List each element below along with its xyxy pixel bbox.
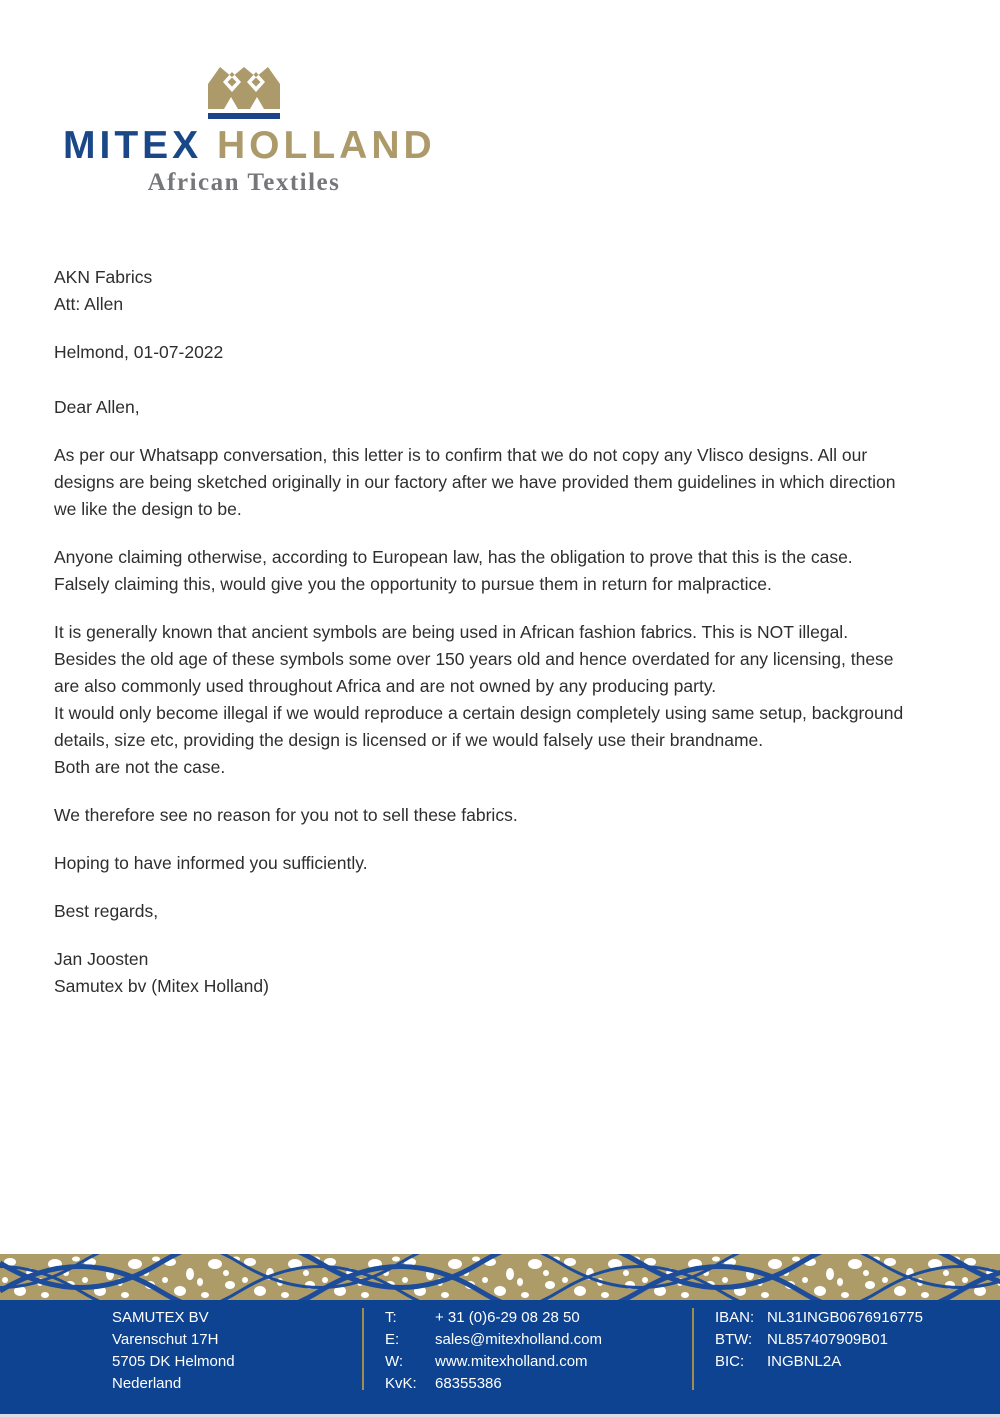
phone-value: + 31 (0)6-29 08 28 50 <box>435 1309 580 1326</box>
bic-label: BIC: <box>715 1353 745 1370</box>
recipient-attention: Att: Allen <box>54 294 124 314</box>
paragraph <box>54 442 912 523</box>
postal-city: 5705 DK Helmond <box>112 1353 235 1370</box>
wave-pattern-band <box>0 1254 1000 1300</box>
footer-divider <box>692 1308 694 1390</box>
email-label: E: <box>385 1331 400 1348</box>
street-address: Varenschut 17H <box>112 1331 219 1348</box>
btw-row <box>715 1329 923 1351</box>
iban-label: IBAN: <box>715 1309 755 1326</box>
crown-icon <box>204 64 284 120</box>
paragraph-text: It is generally known that ancient symbols are being used in African fashion fabrics. This is NOT illegal. Besides the old age of these symbols some over 150 years old and hence overdated for any licensing, these are also commonly used throughout Africa and are not owned by any producing party. <box>54 622 894 696</box>
website-label: W: <box>385 1353 404 1370</box>
footer-bank <box>715 1307 923 1373</box>
footer-contact <box>385 1307 602 1395</box>
paragraph-text: Hoping to have informed you sufficiently. <box>54 853 368 873</box>
iban-value: NL31INGB0676916775 <box>767 1309 923 1326</box>
bic-value: INGBNL2A <box>767 1353 842 1370</box>
signature-name: Jan Joosten <box>54 949 149 969</box>
company-name: SAMUTEX BV <box>112 1309 209 1326</box>
closing-text: Best regards, <box>54 901 159 921</box>
closing <box>54 898 912 925</box>
btw-label: BTW: <box>715 1331 753 1348</box>
signature-block <box>54 946 912 1000</box>
website-value: www.mitexholland.com <box>435 1353 588 1370</box>
iban-row <box>715 1307 923 1329</box>
website-row <box>385 1351 602 1373</box>
paragraph-text: As per our Whatsapp conversation, this letter is to confirm that we do not copy any Vlisco designs. All our designs are being sketched originally in our factory after we have provided them guidelines in which direction we like the design to be. <box>54 445 896 519</box>
brand-name-holland: HOLLAND <box>217 124 436 167</box>
paragraph-text: Anyone claiming otherwise, according to European law, has the obligation to prove that this is the case. Falsely claiming this, would give you the opportunity to pursue them in return for malpractice. <box>54 547 853 594</box>
footer-bar <box>0 1300 1000 1417</box>
footer-address <box>112 1307 235 1395</box>
paragraph <box>54 619 912 781</box>
brand-logo <box>63 64 436 197</box>
kvk-value: 68355386 <box>435 1375 502 1392</box>
email-row <box>385 1329 602 1351</box>
kvk-row <box>385 1373 602 1395</box>
paragraph-text: Both are not the case. <box>54 757 226 777</box>
phone-label: T: <box>385 1309 397 1326</box>
paragraph <box>54 544 912 598</box>
recipient-block <box>54 264 912 318</box>
paragraph-text: We therefore see no reason for you not to sell these fabrics. <box>54 805 518 825</box>
brand-name <box>63 124 436 168</box>
country: Nederland <box>112 1375 182 1392</box>
letter-body <box>54 264 912 1021</box>
salutation: Dear Allen, <box>54 397 140 417</box>
email-value: sales@mitexholland.com <box>435 1331 602 1348</box>
phone-row <box>385 1307 602 1329</box>
signature-company: Samutex bv (Mitex Holland) <box>54 976 269 996</box>
footer-divider <box>362 1308 364 1390</box>
bic-row <box>715 1351 923 1373</box>
paragraph <box>54 850 912 877</box>
kvk-label: KvK: <box>385 1375 417 1392</box>
paragraph <box>54 802 912 829</box>
brand-name-mitex: MITEX <box>63 124 203 167</box>
recipient-name: AKN Fabrics <box>54 267 153 287</box>
brand-tagline: African Textiles <box>147 169 341 196</box>
dateline: Helmond, 01-07-2022 <box>54 342 224 362</box>
btw-value: NL857407909B01 <box>767 1331 888 1348</box>
paragraph-text: It would only become illegal if we would reproduce a certain design completely using same setup, background details, size etc, providing the design is licensed or if we would falsely use their brandname. <box>54 703 904 750</box>
